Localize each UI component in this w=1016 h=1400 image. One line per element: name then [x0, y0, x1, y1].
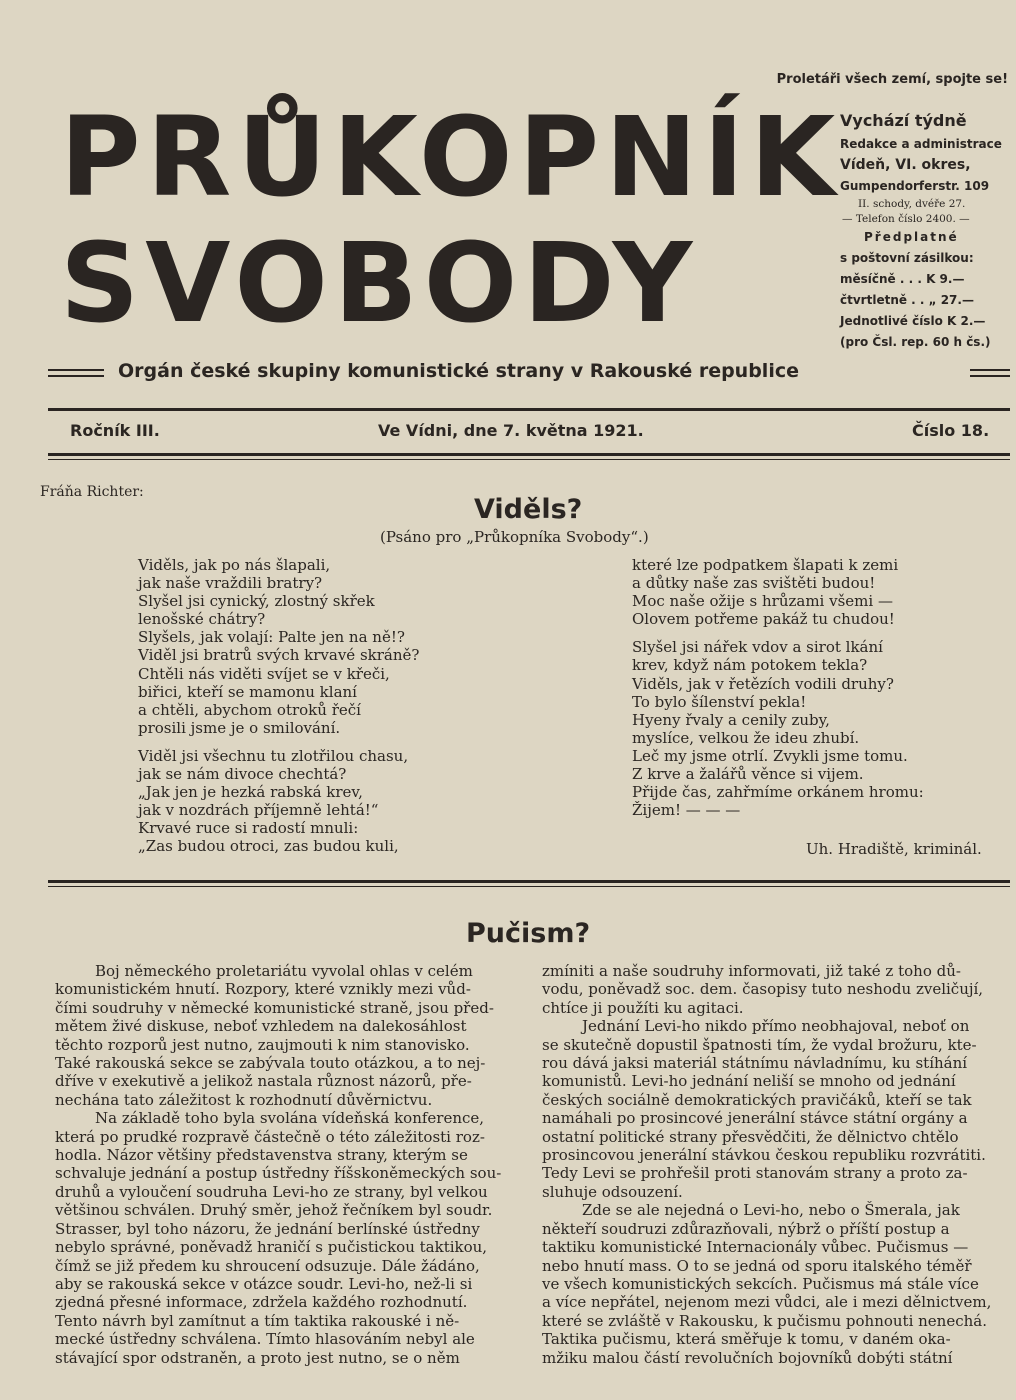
text-line: Přijde čas, zahřmíme orkánem hromu:: [632, 783, 924, 802]
article-right-column: [542, 962, 991, 1367]
text-line: myslíce, velkou že ideu zhubí.: [632, 728, 860, 747]
text-line: dříve v exekutivě a jelikož nastala různost názorů, pře-: [55, 1072, 472, 1091]
text-line: stávající spor odstraněn, a proto jest nutno, se o něm: [55, 1348, 460, 1367]
text-line: hodla. Názor většiny představenstva strany, kterým se: [55, 1146, 468, 1165]
text-line: Tento návrh byl zamítnut a tím taktika rakouské i ně-: [55, 1311, 460, 1330]
organ-rule-left: [48, 369, 104, 377]
text-line: která po prudké rozpravě částečně o této záležitosti roz-: [55, 1127, 485, 1146]
subscription-heading: Předplatné: [864, 230, 959, 244]
text-line: To bylo šílenství pekla!: [632, 692, 807, 711]
poem-subtitle: (Psáno pro „Průkopníka Svobody“.): [380, 528, 649, 546]
text-line: Viděl jsi bratrů svých krvavé skráně?: [138, 646, 420, 665]
text-line: Chtěli nás viděti svíjet se v křeči,: [138, 664, 390, 683]
text-line: Viděls, jak v řetězích vodili druhy?: [632, 674, 894, 693]
text-line: Moc naše ožije s hrůzami všemi —: [632, 592, 893, 611]
text-line: Slyšel jsi nářek vdov a sirot lkání: [632, 638, 883, 657]
text-line: a více nepřátel, nejenom mezi vůdci, ale i mezi dělnictvem,: [542, 1293, 992, 1312]
text-line: Leč my jsme otrlí. Zvykli jsme tomu.: [632, 746, 908, 765]
text-line: jak naše vraždili bratry?: [138, 574, 323, 593]
text-line: Jednání Levi-ho nikdo přímo neobhajoval, neboť on: [582, 1017, 970, 1036]
text-line: lenošské chátry?: [138, 610, 266, 629]
poem-title: Viděls?: [474, 494, 583, 525]
text-line: „Jak jen je hezká rabská krev,: [138, 783, 363, 802]
text-line: rou dává jaksi materiál státnímu návladnímu, ku stíhání: [542, 1054, 968, 1073]
text-line: sluhuje odsouzení.: [542, 1182, 683, 1201]
issue-date: Ve Vídni, dne 7. května 1921.: [378, 421, 644, 440]
text-line: prosincovou jenerální stávkou českou republiku rozvrátiti.: [542, 1146, 986, 1165]
office-phone: — Telefon číslo 2400. —: [842, 213, 970, 225]
text-line: těchto rozporů jest nutno, zaujmouti k nim stanovisko.: [55, 1035, 470, 1054]
text-line: a důtky naše zas svištěti budou!: [632, 574, 876, 593]
text-line: nebylo správné, poněvadž hraničí s pučistickou taktikou,: [55, 1238, 488, 1257]
subscription-quarterly: čtvrtletně . . „ 27.—: [840, 293, 974, 307]
office-label: Redakce a administrace: [840, 137, 1002, 151]
text-line: Tedy Levi se prohřešil proti stanovám strany a proto za-: [542, 1164, 968, 1183]
text-line: Slyšel jsi cynický, zlostný skřek: [138, 592, 375, 611]
header-rule-top: [48, 408, 1010, 411]
text-line: ostatní politické strany přesvědčiti, že dělnictvo chtělo: [542, 1127, 959, 1146]
text-line: většinou schválen. Druhý směr, jehož řečníkem byl soudr.: [55, 1201, 493, 1220]
text-line: se skutečně dopustil špatnosti tím, že vydal brožuru, kte-: [542, 1035, 977, 1054]
subscription-postal: s poštovní zásilkou:: [840, 251, 974, 265]
text-line: komunistickém hnutí. Rozpory, které vznikly mezi vůd-: [55, 980, 471, 999]
text-line: Z krve a žalářů věnce si vijem.: [632, 765, 864, 784]
stanza-gap: [632, 628, 924, 638]
text-line: Strasser, byl toho názoru, že jednání berlínské ústředny: [55, 1219, 480, 1238]
section-rule-1: [48, 880, 1010, 883]
office-stairs: II. schody, dvéře 27.: [858, 198, 966, 210]
office-city: Vídeň, VI. okres,: [840, 157, 971, 173]
stanza-gap: [138, 737, 419, 747]
text-line: zjedná přesné informace, zdržela každého rozhodnutí.: [55, 1293, 468, 1312]
text-line: ve všech komunistických sekcích. Pučismus má stále více: [542, 1274, 979, 1293]
text-line: mětem živé diskuse, neboť vzhledem na dalekosáhlost: [55, 1017, 467, 1036]
csr-price: (pro Čsl. rep. 60 h čs.): [840, 335, 991, 349]
text-line: namáhali po prosincové jenerální stávce státní orgány a: [542, 1109, 968, 1128]
poem-left-column: [138, 556, 419, 856]
text-line: Slyšels, jak volají: Palte jen na ně!?: [138, 628, 405, 647]
poem-signature: Uh. Hradiště, kriminál.: [806, 840, 982, 858]
text-line: Žijem! — — —: [632, 801, 741, 820]
text-line: českých sociálně demokratických pravičáků, kteří se tak: [542, 1090, 972, 1109]
text-line: mžiku malou částí revolučních bojovníků dobýti státní: [542, 1348, 953, 1367]
organ-description: Orgán české skupiny komunistické strany v Rakouské republice: [118, 360, 799, 382]
text-line: Krvavé ruce si radostí mnuli:: [138, 819, 359, 838]
header-rule-bottom-2: [48, 459, 1010, 460]
text-line: Hyeny řvaly a cenily zuby,: [632, 710, 830, 729]
text-line: krev, když nám potokem tekla?: [632, 656, 868, 675]
text-line: Viděl jsi všechnu tu zlotřilou chasu,: [138, 746, 409, 765]
subscription-monthly: měsíčně . . . K 9.—: [840, 272, 965, 286]
text-line: biřici, kteří se mamonu klaní: [138, 682, 357, 701]
text-line: Také rakouská sekce se zabývala touto otázkou, a to nej-: [55, 1054, 486, 1073]
single-issue-price: Jednotlivé číslo K 2.—: [840, 314, 986, 328]
text-line: jak v nozdrách příjemně lehtá!“: [138, 801, 379, 820]
text-line: komunistů. Levi-ho jednání neliší se mnoho od jednání: [542, 1072, 956, 1091]
text-line: nebo hnutí mass. O to se jedná od sporu italského téměř: [542, 1256, 972, 1275]
text-line: čími soudruhy v německé komunistické straně, jsou před-: [55, 998, 494, 1017]
text-line: aby se rakouská sekce v otázce soudr. Levi-ho, než-li si: [55, 1274, 473, 1293]
text-line: druhů a vyloučení soudruha Levi-ho ze strany, byl velkou: [55, 1182, 488, 1201]
administration-info: [840, 108, 1016, 353]
text-line: Na základě toho byla svolána vídeňská konference,: [95, 1109, 485, 1128]
text-line: které lze podpatkem šlapati k zemi: [632, 556, 899, 574]
text-line: Olovem potřeme pakáž tu chudou!: [632, 610, 895, 629]
party-slogan: Proletáři všech zemí, spojte se!: [776, 72, 1008, 87]
text-line: vodu, poněvadž soc. dem. časopisy tuto neshodu zveličují,: [542, 980, 984, 999]
text-line: „Zas budou otroci, zas budou kuli,: [138, 837, 399, 856]
text-line: schvaluje jednání a postup ústředny říšskoněmeckých sou-: [55, 1164, 502, 1183]
issue-number: Číslo 18.: [912, 421, 990, 440]
text-line: nechána tato záležitost k rozhodnutí důvěrnictvu.: [55, 1090, 433, 1109]
text-line: zmíniti a naše soudruhy informovati, již také z toho dů-: [542, 962, 961, 980]
masthead-line-2: SVOBODY: [60, 219, 699, 347]
volume-number: Ročník III.: [70, 421, 160, 440]
article-title: Pučism?: [466, 918, 591, 949]
text-line: a chtěli, abychom otroků řečí: [138, 700, 361, 719]
text-line: Viděls, jak po nás šlapali,: [138, 556, 331, 574]
article-left-column: [55, 962, 501, 1367]
text-line: čímž se již předem ku shroucení odsuzuje. Dále žádáno,: [55, 1256, 480, 1275]
office-street: Gumpendorferstr. 109: [840, 179, 990, 193]
header-rule-bottom-1: [48, 453, 1010, 456]
text-line: jak se nám divoce chechtá?: [138, 765, 347, 784]
text-line: taktiku komunistické Internacionály vůbec. Pučismus —: [542, 1238, 969, 1257]
organ-rule-right: [970, 369, 1010, 377]
publication-frequency: Vychází týdně: [840, 111, 967, 130]
poem-right-column: [632, 556, 924, 819]
organ-line: [40, 360, 1010, 390]
text-line: mecké ústředny schválena. Tímto hlasováním nebyl ale: [55, 1330, 475, 1349]
masthead-title: [60, 94, 841, 346]
text-line: Taktika pučismu, která směřuje k tomu, v daném oka-: [542, 1330, 951, 1349]
text-line: které se zvláště v Rakousku, k pučismu pohnouti nenechá.: [542, 1311, 987, 1330]
text-line: Zde se ale nejedná o Levi-ho, nebo o Šmerala, jak: [582, 1201, 960, 1220]
poem-author: Fráňa Richter:: [40, 484, 144, 500]
section-rule-2: [48, 886, 1010, 887]
text-line: chtíce ji použíti ku agitaci.: [542, 998, 744, 1017]
text-line: Boj německého proletariátu vyvolal ohlas v celém: [95, 962, 473, 980]
text-line: prosili jsme je o smilování.: [138, 718, 341, 737]
masthead-line-1: PRŮKOPNÍK: [60, 93, 842, 221]
text-line: někteří soudruzi zdůrazňovali, nýbrž o příští postup a: [542, 1219, 950, 1238]
